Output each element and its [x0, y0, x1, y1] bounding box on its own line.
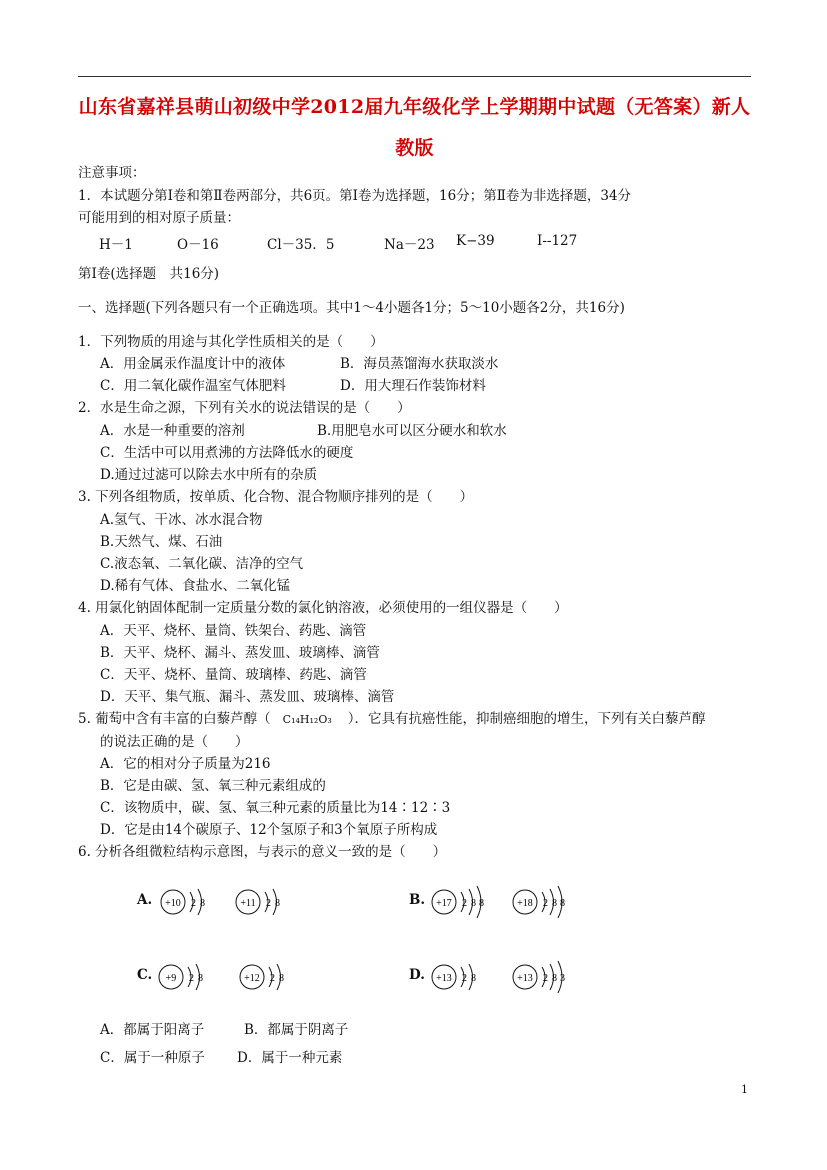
- q6-stem: 6. 分析各组微粒结构示意图，与表示的意义一致的是（ ）: [78, 844, 447, 860]
- q5-stem-pre: 5. 葡萄中含有丰富的白藜芦醇（: [78, 711, 271, 727]
- q6-group-b-label: B.: [409, 892, 426, 908]
- nucleus-charge: +17: [436, 898, 452, 909]
- mass-k: K−39: [456, 233, 495, 249]
- q4-option-d: D．天平、集气瓶、漏斗、蒸发皿、玻璃棒、滴管: [100, 689, 395, 705]
- q2-option-a: A．水是一种重要的溶剂: [100, 423, 245, 439]
- nucleus-charge: +12: [244, 973, 260, 984]
- q3-option-b: B.天然气、煤、石油: [100, 534, 223, 550]
- atom-diagram: [431, 958, 501, 1002]
- notes-item-1: 1．本试题分第Ⅰ卷和第Ⅱ卷两部分，共6页。第Ⅰ卷为选择题，16分；第Ⅱ卷为非选择题，34分: [78, 188, 632, 204]
- q3-option-d: D.稀有气体、食盐水、二氧化锰: [100, 578, 291, 594]
- q6-option-a: A．都属于阳离子: [100, 1022, 205, 1038]
- q4-option-c: C．天平、烧杯、量筒、玻璃棒、药匙、滴管: [100, 667, 367, 683]
- q6-group-a-label: A.: [137, 892, 153, 908]
- q1-option-a: A．用金属汞作温度计中的液体: [100, 356, 286, 372]
- q2-option-b: B.用肥皂水可以区分硬水和软水: [317, 423, 507, 439]
- shell-electrons: 8: [479, 898, 484, 909]
- q5-stem-post: ）．它具有抗癌性能，抑制癌细胞的增生，下列有关白藜芦醇: [347, 711, 706, 727]
- volume-heading: 第Ⅰ卷(选择题 共16分): [78, 266, 220, 282]
- nucleus-charge: +13: [436, 973, 452, 984]
- shell-electrons: 2: [462, 973, 467, 984]
- q2-stem: 2．水是生命之源，下列有关水的说法错误的是（ ）: [78, 400, 411, 416]
- shell-electrons: 2: [543, 973, 548, 984]
- q5-option-b: B．它是由碳、氢、氧三种元素组成的: [100, 778, 326, 794]
- q1-option-c: C．用二氧化碳作温室气体肥料: [100, 378, 286, 394]
- q5-option-c: C．该物质中，碳、氢、氧三种元素的质量比为14∶12∶3: [100, 800, 451, 816]
- q2-option-d: D.通过过滤可以除去水中所有的杂质: [100, 467, 318, 483]
- q6-option-b: B．都属于阴离子: [244, 1022, 349, 1038]
- masses-label: 可能用到的相对原子质量：: [78, 210, 240, 226]
- atom-diagram: [235, 883, 305, 927]
- shell-electrons: 8: [275, 898, 280, 909]
- q4-stem: 4. 用氯化钠固体配制一定质量分数的氯化钠溶液，必须使用的一组仪器是（ ）: [78, 600, 568, 616]
- q1-stem: 1．下列物质的用途与其化学性质相关的是（ ）: [78, 334, 384, 350]
- shell-electrons: 8: [552, 973, 557, 984]
- mass-cl: Cl－35．5: [267, 237, 335, 253]
- shell-electrons: 8: [471, 898, 476, 909]
- q5-option-a: A．它的相对分子质量为216: [100, 756, 271, 772]
- nucleus-charge: +18: [517, 898, 533, 909]
- q5-formula: C₁₄H₁₂O₃: [282, 713, 332, 726]
- q1-option-b: B．海员蒸馏海水获取淡水: [340, 356, 499, 372]
- mass-o: O－16: [177, 237, 219, 253]
- q6-option-c: C．属于一种原子: [100, 1050, 205, 1066]
- atom-diagram: [160, 883, 230, 927]
- page-number: 1: [741, 1083, 748, 1096]
- shell-electrons: 8: [279, 973, 284, 984]
- q4-option-a: A．天平、烧杯、量筒、铁架台、药匙、滴管: [100, 623, 367, 639]
- q5-option-d: D．它是由14个碳原子、12个氢原子和3个氧原子所构成: [100, 822, 438, 838]
- mass-i: I--127: [537, 233, 578, 249]
- q6-option-d: D．属于一种元素: [237, 1050, 343, 1066]
- q5-stem-cont: 的说法正确的是（ ）: [100, 734, 249, 750]
- q1-option-d: D．用大理石作装饰材料: [340, 378, 486, 394]
- q2-option-c: C．生活中可以用煮沸的方法降低水的硬度: [100, 445, 354, 461]
- notes-heading: 注意事项：: [78, 165, 146, 181]
- top-rule: [78, 76, 751, 77]
- atom-diagram: [158, 958, 228, 1002]
- q3-stem: 3. 下列各组物质，按单质、化合物、混合物顺序排列的是（ ）: [78, 489, 474, 505]
- atom-diagram: [512, 958, 582, 1002]
- atom-diagram: [239, 958, 309, 1002]
- q6-group-c-label: C.: [137, 967, 153, 983]
- q6-group-d-label: D.: [409, 967, 425, 983]
- atom-diagram: [512, 883, 582, 927]
- q3-option-c: C.液态氧、二氧化碳、洁净的空气: [100, 556, 304, 572]
- shell-electrons: 8: [471, 973, 476, 984]
- shell-electrons: 8: [200, 898, 205, 909]
- shell-electrons: 2: [191, 898, 196, 909]
- nucleus-charge: +10: [165, 898, 181, 909]
- q3-option-a: A.氢气、干冰、冰水混合物: [100, 512, 263, 528]
- mass-h: H－1: [99, 237, 133, 253]
- q5-stem: [78, 710, 706, 729]
- part-heading: 一、选择题(下列各题只有一个正确选项。其中1～4小题各1分；5～10小题各2分，共16分): [78, 300, 625, 316]
- q4-option-b: B．天平、烧杯、漏斗、蒸发皿、玻璃棒、滴管: [100, 645, 380, 661]
- mass-na: Na－23: [384, 237, 435, 253]
- document-title: 山东省嘉祥县萌山初级中学2012届九年级化学上学期期中试题（无答案）新人: [78, 96, 751, 118]
- nucleus-charge: +9: [165, 973, 177, 984]
- nucleus-charge: +11: [240, 898, 256, 909]
- shell-electrons: 2: [270, 973, 275, 984]
- shell-electrons: 8: [198, 973, 203, 984]
- shell-electrons: 8: [560, 898, 565, 909]
- document-title-cont: 教版: [395, 137, 434, 159]
- shell-electrons: 3: [560, 973, 565, 984]
- shell-electrons: 2: [462, 898, 467, 909]
- shell-electrons: 2: [266, 898, 271, 909]
- shell-electrons: 8: [552, 898, 557, 909]
- shell-electrons: 2: [189, 973, 194, 984]
- shell-electrons: 2: [543, 898, 548, 909]
- atom-diagram: [431, 883, 501, 927]
- nucleus-charge: +13: [517, 973, 533, 984]
